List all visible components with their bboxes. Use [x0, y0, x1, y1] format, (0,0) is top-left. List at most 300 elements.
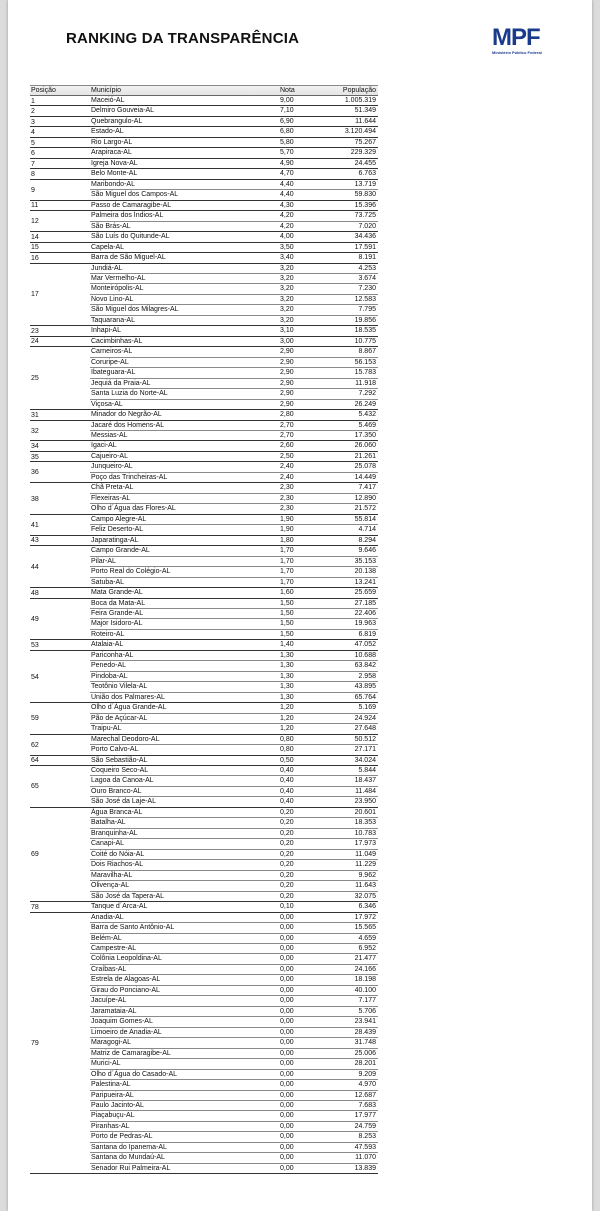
nota-cell: 0,00 — [280, 1018, 294, 1026]
nota-cell: 0,00 — [280, 1091, 294, 1099]
table-row — [30, 567, 378, 577]
nota-cell: 2,90 — [280, 390, 294, 398]
municipio-cell: Palmeira dos Índios-AL — [91, 212, 164, 220]
nota-cell: 0,00 — [280, 1122, 294, 1130]
municipio-cell: Capela-AL — [91, 243, 125, 251]
populacao-cell: 32.075 — [354, 892, 376, 900]
municipio-cell: Santana do Ipanema-AL — [91, 1143, 167, 1151]
municipio-cell: Jacaré dos Homens-AL — [91, 421, 165, 429]
populacao-cell: 7.020 — [358, 222, 376, 230]
table-row — [30, 797, 378, 807]
populacao-cell: 10.688 — [354, 651, 376, 659]
position-cell: 49 — [31, 615, 39, 623]
municipio-cell: União dos Palmares-AL — [91, 693, 165, 701]
rank-group — [30, 326, 378, 336]
table-row — [30, 871, 378, 881]
municipio-cell: Belo Monte-AL — [91, 170, 138, 178]
rank-group — [30, 201, 378, 211]
populacao-cell: 9.646 — [358, 547, 376, 555]
nota-cell: 0,00 — [280, 1060, 294, 1068]
rank-group — [30, 337, 378, 347]
table-row — [30, 724, 378, 734]
table-row — [30, 117, 378, 127]
nota-cell: 2,40 — [280, 473, 294, 481]
populacao-cell: 17.977 — [354, 1112, 376, 1120]
rank-group — [30, 253, 378, 263]
populacao-cell: 229.329 — [350, 149, 376, 157]
table-row — [30, 756, 378, 766]
nota-cell: 0,20 — [280, 850, 294, 858]
position-cell: 62 — [31, 741, 39, 749]
table-row — [30, 546, 378, 556]
nota-cell: 1,70 — [280, 557, 294, 565]
municipio-cell: Paripueira-AL — [91, 1091, 134, 1099]
populacao-cell: 75.267 — [354, 138, 376, 146]
table-row — [30, 829, 378, 839]
table-row — [30, 232, 378, 242]
table-row — [30, 1038, 378, 1048]
populacao-cell: 34.436 — [354, 233, 376, 241]
position-cell: 44 — [31, 563, 39, 571]
nota-cell: 1,30 — [280, 693, 294, 701]
municipio-cell: São José da Laje-AL — [91, 798, 156, 806]
populacao-cell: 51.349 — [354, 107, 376, 115]
municipio-cell: Jaramataia-AL — [91, 1007, 137, 1015]
nota-cell: 1,30 — [280, 683, 294, 691]
table-row — [30, 452, 378, 462]
position-cell: 35 — [31, 453, 39, 461]
table-row — [30, 850, 378, 860]
position-cell: 78 — [31, 903, 39, 911]
table-row — [30, 347, 378, 357]
nota-cell: 2,90 — [280, 400, 294, 408]
populacao-cell: 56.153 — [354, 358, 376, 366]
ranking-table — [30, 85, 378, 1174]
table-row — [30, 672, 378, 682]
position-cell: 59 — [31, 715, 39, 723]
populacao-cell: 17.973 — [354, 840, 376, 848]
nota-cell: 2,40 — [280, 463, 294, 471]
municipio-cell: Tanque d´Arca-AL — [91, 903, 148, 911]
logo-text: MPF — [492, 24, 540, 51]
populacao-cell: 27.648 — [354, 725, 376, 733]
position-cell: 4 — [31, 129, 35, 137]
populacao-cell: 4.253 — [358, 264, 376, 272]
table-row — [30, 1164, 378, 1174]
populacao-cell: 47.052 — [354, 641, 376, 649]
table-row — [30, 1059, 378, 1069]
municipio-cell: Delmiro Gouveia-AL — [91, 107, 155, 115]
nota-cell: 0,20 — [280, 840, 294, 848]
position-cell: 3 — [31, 118, 35, 126]
table-row — [30, 127, 378, 137]
table-row — [30, 986, 378, 996]
rank-group — [30, 515, 378, 536]
nota-cell: 0,10 — [280, 903, 294, 911]
nota-cell: 1,60 — [280, 589, 294, 597]
nota-cell: 2,30 — [280, 505, 294, 513]
table-row — [30, 400, 378, 410]
populacao-cell: 6.346 — [358, 903, 376, 911]
table-row — [30, 1007, 378, 1017]
nota-cell: 7,10 — [280, 107, 294, 115]
populacao-cell: 22.406 — [354, 609, 376, 617]
municipio-cell: Maceió-AL — [91, 97, 125, 104]
populacao-cell: 18.353 — [354, 819, 376, 827]
populacao-cell: 24.166 — [354, 965, 376, 973]
populacao-cell: 14.449 — [354, 473, 376, 481]
municipio-cell: São Brás-AL — [91, 222, 131, 230]
nota-cell: 1,20 — [280, 714, 294, 722]
municipio-cell: Piaçabuçu-AL — [91, 1112, 135, 1120]
municipio-cell: Batalha-AL — [91, 819, 126, 827]
rank-group — [30, 138, 378, 148]
municipio-cell: Olho d´Água das Flores-AL — [91, 505, 176, 513]
nota-cell: 0,50 — [280, 756, 294, 764]
nota-cell: 0,20 — [280, 808, 294, 816]
populacao-cell: 26.060 — [354, 442, 376, 450]
nota-cell: 0,40 — [280, 798, 294, 806]
nota-cell: 3,00 — [280, 337, 294, 345]
table-row — [30, 714, 378, 724]
position-cell: 15 — [31, 244, 39, 252]
nota-cell: 4,00 — [280, 233, 294, 241]
nota-cell: 0,00 — [280, 1112, 294, 1120]
header-posicao: Posição — [31, 87, 56, 94]
table-row — [30, 913, 378, 923]
nota-cell: 2,80 — [280, 411, 294, 419]
table-row — [30, 473, 378, 483]
municipio-cell: Barra de Santo Antônio-AL — [91, 924, 175, 932]
position-cell: 31 — [31, 411, 39, 419]
populacao-cell: 4.659 — [358, 934, 376, 942]
position-cell: 34 — [31, 443, 39, 451]
table-row — [30, 1028, 378, 1038]
populacao-cell: 28.201 — [354, 1060, 376, 1068]
municipio-cell: Barra de São Miguel-AL — [91, 254, 166, 262]
populacao-cell: 20.138 — [354, 568, 376, 576]
populacao-cell: 19.856 — [354, 316, 376, 324]
table-row — [30, 954, 378, 964]
table-row — [30, 504, 378, 514]
table-row — [30, 557, 378, 567]
populacao-cell: 4.714 — [358, 526, 376, 534]
nota-cell: 1,30 — [280, 651, 294, 659]
nota-cell: 0,00 — [280, 1039, 294, 1047]
table-row — [30, 1049, 378, 1059]
table-row — [30, 578, 378, 588]
municipio-cell: Passo de Camaragibe-AL — [91, 201, 172, 209]
rank-group — [30, 536, 378, 546]
populacao-cell: 9.962 — [358, 871, 376, 879]
populacao-cell: 25.006 — [354, 1049, 376, 1057]
populacao-cell: 8.191 — [358, 254, 376, 262]
populacao-cell: 15.396 — [354, 201, 376, 209]
populacao-cell: 5.169 — [358, 704, 376, 712]
table-row — [30, 483, 378, 493]
municipio-cell: Coqueiro Seco-AL — [91, 767, 149, 774]
table-row — [30, 860, 378, 870]
position-cell: 12 — [31, 218, 39, 226]
position-cell: 6 — [31, 150, 35, 158]
populacao-cell: 7.230 — [358, 285, 376, 293]
nota-cell: 0,20 — [280, 871, 294, 879]
position-cell: 41 — [31, 521, 39, 529]
nota-cell: 3,20 — [280, 274, 294, 282]
municipio-cell: Traipu-AL — [91, 725, 122, 733]
nota-cell: 1,40 — [280, 641, 294, 649]
nota-cell: 5,80 — [280, 138, 294, 146]
mpf-logo — [492, 26, 552, 56]
nota-cell: 0,00 — [280, 1081, 294, 1089]
table-row — [30, 965, 378, 975]
table-row — [30, 389, 378, 399]
populacao-cell: 8.867 — [358, 348, 376, 356]
nota-cell: 3,40 — [280, 254, 294, 262]
populacao-cell: 10.783 — [354, 829, 376, 837]
rank-group — [30, 808, 378, 902]
municipio-cell: Junqueiro-AL — [91, 463, 133, 471]
nota-cell: 2,30 — [280, 484, 294, 492]
position-cell: 79 — [31, 1039, 39, 1047]
municipio-cell: São Sebastião-AL — [91, 756, 148, 764]
table-row — [30, 651, 378, 661]
municipio-cell: Satuba-AL — [91, 578, 125, 586]
nota-cell: 3,20 — [280, 316, 294, 324]
populacao-cell: 12.583 — [354, 295, 376, 303]
nota-cell: 4,70 — [280, 170, 294, 178]
rank-group — [30, 441, 378, 451]
nota-cell: 0,00 — [280, 1133, 294, 1141]
municipio-cell: Teotônio Vilela-AL — [91, 683, 148, 691]
municipio-cell: Murici-AL — [91, 1060, 121, 1068]
populacao-cell: 31.748 — [354, 1039, 376, 1047]
nota-cell: 1,30 — [280, 672, 294, 680]
table-row — [30, 703, 378, 713]
position-cell: 69 — [31, 851, 39, 859]
nota-cell: 0,20 — [280, 819, 294, 827]
table-row — [30, 881, 378, 891]
nota-cell: 1,50 — [280, 609, 294, 617]
populacao-cell: 18.535 — [354, 327, 376, 335]
nota-cell: 1,70 — [280, 568, 294, 576]
nota-cell: 0,00 — [280, 944, 294, 952]
municipio-cell: Boca da Mata-AL — [91, 599, 146, 607]
municipio-cell: Piranhas-AL — [91, 1122, 130, 1130]
populacao-cell: 19.963 — [354, 620, 376, 628]
municipio-cell: Girau do Ponciano-AL — [91, 986, 160, 994]
table-row — [30, 274, 378, 284]
municipio-cell: Feliz Deserto-AL — [91, 526, 144, 534]
nota-cell: 2,90 — [280, 379, 294, 387]
nota-cell: 1,20 — [280, 704, 294, 712]
populacao-cell: 63.842 — [354, 662, 376, 670]
populacao-cell: 23.941 — [354, 1018, 376, 1026]
position-cell: 16 — [31, 254, 39, 262]
municipio-cell: São Luís do Quitunde-AL — [91, 233, 170, 241]
table-row — [30, 326, 378, 336]
nota-cell: 1,50 — [280, 599, 294, 607]
municipio-cell: Major Isidoro-AL — [91, 620, 143, 628]
municipio-cell: Santana do Mundaú-AL — [91, 1154, 165, 1162]
populacao-cell: 23.950 — [354, 798, 376, 806]
header-populacao: População — [342, 87, 376, 94]
populacao-cell: 11.070 — [355, 1154, 376, 1162]
municipio-cell: Rio Largo-AL — [91, 138, 133, 146]
table-row — [30, 839, 378, 849]
table-row — [30, 944, 378, 954]
nota-cell: 0,00 — [280, 976, 294, 984]
table-row — [30, 682, 378, 692]
rank-group — [30, 410, 378, 420]
populacao-cell: 11.918 — [355, 379, 376, 387]
populacao-cell: 18.198 — [354, 976, 376, 984]
municipio-cell: São Miguel dos Campos-AL — [91, 191, 179, 199]
rank-group — [30, 211, 378, 232]
populacao-cell: 11.049 — [355, 850, 376, 858]
position-cell: 14 — [31, 233, 39, 241]
nota-cell: 0,00 — [280, 1164, 294, 1172]
municipio-cell: Pilar-AL — [91, 557, 116, 565]
nota-cell: 2,90 — [280, 358, 294, 366]
nota-cell: 1,70 — [280, 547, 294, 555]
municipio-cell: Mata Grande-AL — [91, 589, 143, 597]
populacao-cell: 5.432 — [358, 411, 376, 419]
table-row — [30, 316, 378, 326]
table-row — [30, 379, 378, 389]
municipio-cell: Paulo Jacinto-AL — [91, 1102, 144, 1109]
rank-group — [30, 588, 378, 598]
municipio-cell: Anadia-AL — [91, 913, 124, 921]
municipio-cell: São José da Tapera-AL — [91, 892, 165, 900]
table-row — [30, 211, 378, 221]
rank-group — [30, 243, 378, 253]
populacao-cell: 11.643 — [355, 882, 376, 890]
rank-group — [30, 180, 378, 201]
municipio-cell: Porto de Pedras-AL — [91, 1133, 153, 1141]
nota-cell: 0,00 — [280, 997, 294, 1005]
municipio-cell: Maribondo-AL — [91, 180, 135, 188]
populacao-cell: 25.078 — [354, 463, 376, 471]
table-row — [30, 494, 378, 504]
populacao-cell: 1.005.319 — [344, 97, 376, 104]
position-cell: 24 — [31, 338, 39, 346]
table-row — [30, 745, 378, 755]
nota-cell: 1,90 — [280, 515, 294, 523]
rank-group — [30, 127, 378, 137]
municipio-cell: Estrela de Alagoas-AL — [91, 976, 161, 984]
populacao-cell: 73.725 — [354, 212, 376, 220]
position-cell: 2 — [31, 108, 35, 116]
nota-cell: 0,00 — [280, 1143, 294, 1151]
nota-cell: 0,00 — [280, 1102, 294, 1109]
rank-group — [30, 148, 378, 158]
rank-group — [30, 106, 378, 116]
municipio-cell: Limoeiro de Anadia-AL — [91, 1028, 162, 1036]
nota-cell: 0,40 — [280, 767, 294, 774]
municipio-cell: Campo Alegre-AL — [91, 515, 147, 523]
logo-subtitle: Ministério Público Federal — [492, 50, 542, 55]
table-row — [30, 410, 378, 420]
municipio-cell: Taquarana-AL — [91, 316, 135, 324]
rank-group — [30, 159, 378, 169]
position-cell: 53 — [31, 642, 39, 650]
nota-cell: 1,90 — [280, 526, 294, 534]
populacao-cell: 11.644 — [355, 117, 376, 125]
table-row — [30, 138, 378, 148]
populacao-cell: 11.484 — [355, 787, 376, 795]
populacao-cell: 8.294 — [358, 536, 376, 544]
municipio-cell: Arapiraca-AL — [91, 149, 132, 157]
rank-group — [30, 902, 378, 912]
position-cell: 8 — [31, 170, 35, 178]
rank-group — [30, 347, 378, 410]
table-row — [30, 1017, 378, 1027]
position-cell: 48 — [31, 589, 39, 597]
table-row — [30, 766, 378, 776]
rank-group — [30, 703, 378, 734]
municipio-cell: Água Branca-AL — [91, 808, 143, 816]
table-row — [30, 201, 378, 211]
position-cell: 64 — [31, 757, 39, 765]
table-row — [30, 996, 378, 1006]
table-row — [30, 106, 378, 116]
rank-group — [30, 913, 378, 1175]
municipio-cell: Maravilha-AL — [91, 871, 133, 879]
table-row — [30, 776, 378, 786]
rank-group — [30, 169, 378, 179]
nota-cell: 0,00 — [280, 1070, 294, 1078]
populacao-cell: 17.591 — [354, 243, 376, 251]
municipio-cell: Viçosa-AL — [91, 400, 123, 408]
nota-cell: 0,20 — [280, 882, 294, 890]
nota-cell: 6,90 — [280, 117, 294, 125]
populacao-cell: 4.970 — [358, 1081, 376, 1089]
table-row — [30, 818, 378, 828]
table-row — [30, 1091, 378, 1101]
populacao-cell: 24.759 — [354, 1122, 376, 1130]
nota-cell: 4,30 — [280, 201, 294, 209]
municipio-cell: Penedo-AL — [91, 662, 127, 670]
municipio-cell: Coité do Nóia-AL — [91, 850, 145, 858]
nota-cell: 1,30 — [280, 662, 294, 670]
municipio-cell: Igreja Nova-AL — [91, 159, 138, 167]
municipio-cell: Canapi-AL — [91, 840, 125, 848]
table-row — [30, 1153, 378, 1163]
nota-cell: 3,20 — [280, 264, 294, 272]
table-row — [30, 190, 378, 200]
populacao-cell: 59.830 — [354, 191, 376, 199]
rank-group — [30, 117, 378, 127]
populacao-cell: 9.209 — [358, 1070, 376, 1078]
rank-group — [30, 483, 378, 514]
municipio-cell: Estado-AL — [91, 128, 124, 136]
populacao-cell: 34.024 — [354, 756, 376, 764]
nota-cell: 1,50 — [280, 620, 294, 628]
populacao-cell: 27.171 — [354, 746, 376, 754]
municipio-cell: Olho d´Água do Casado-AL — [91, 1070, 177, 1078]
populacao-cell: 26.249 — [354, 400, 376, 408]
municipio-cell: Porto Calvo-AL — [91, 746, 139, 754]
nota-cell: 0,00 — [280, 955, 294, 963]
nota-cell: 5,70 — [280, 149, 294, 157]
municipio-cell: Feira Grande-AL — [91, 609, 144, 617]
populacao-cell: 47.593 — [354, 1143, 376, 1151]
populacao-cell: 2.958 — [358, 672, 376, 680]
municipio-cell: Maragogi-AL — [91, 1039, 132, 1047]
table-row — [30, 368, 378, 378]
nota-cell: 0,00 — [280, 1154, 294, 1162]
